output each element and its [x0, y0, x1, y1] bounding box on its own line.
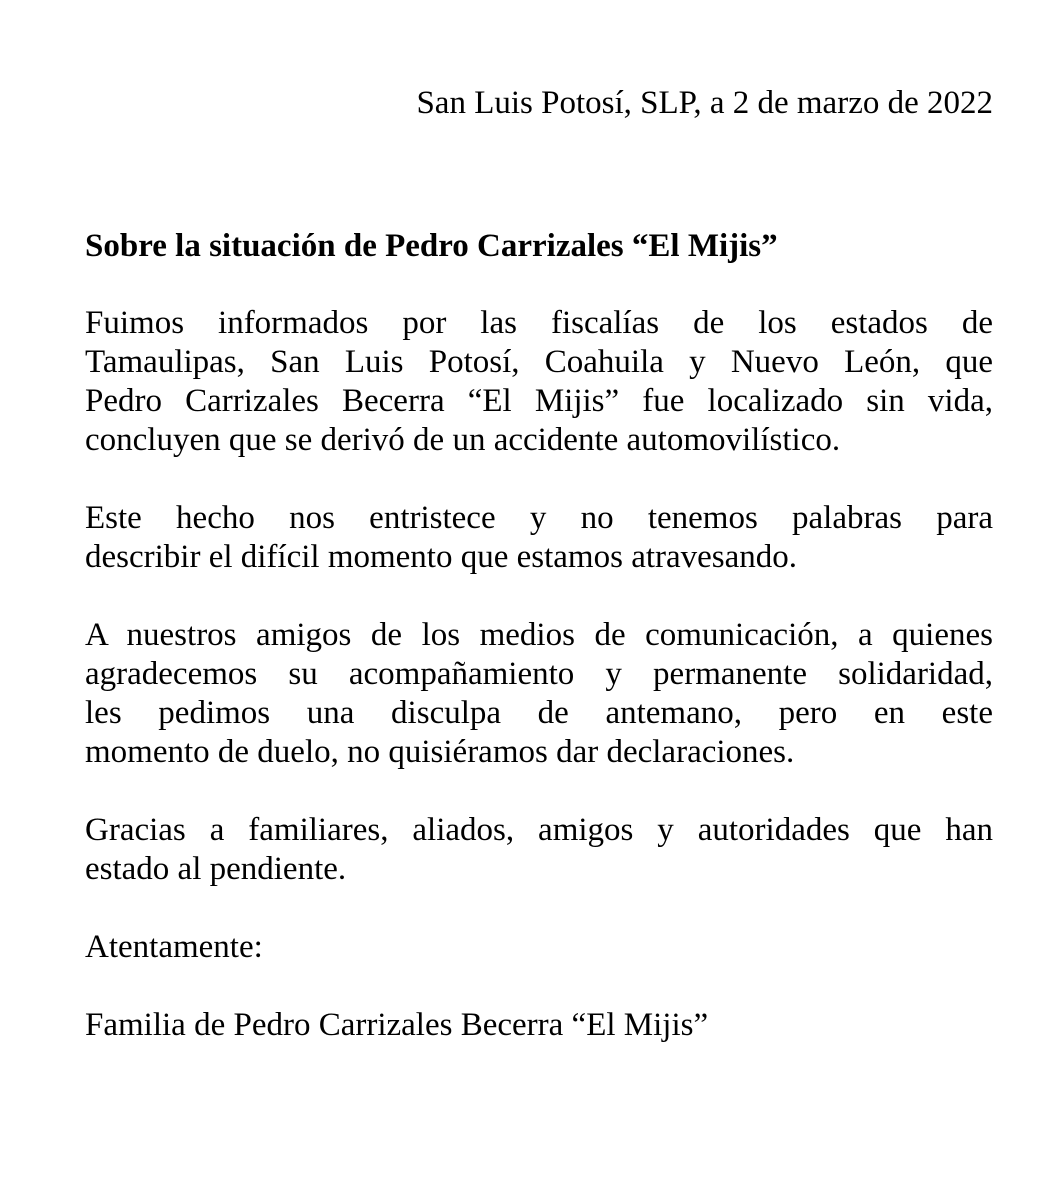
paragraph-line: estado al pendiente.: [85, 851, 347, 887]
paragraph-line: momento de duelo, no quisiéramos dar declaraciones.: [85, 734, 795, 770]
paragraph-line: les pedimos una disculpa de antemano, pero en este: [85, 695, 993, 731]
paragraph-line: Fuimos informados por las fiscalías de los estados de: [85, 305, 993, 341]
paragraph-line: Gracias a familiares, aliados, amigos y autoridades que han: [85, 812, 993, 848]
date-line: San Luis Potosí, SLP, a 2 de marzo de 2022: [416, 85, 993, 121]
closing-line: Atentamente:: [85, 929, 263, 965]
signature-line: Familia de Pedro Carrizales Becerra “El Mijis”: [85, 1007, 709, 1043]
paragraph-thanks: [85, 811, 993, 889]
paragraph-line: concluyen que se derivó de un accidente automovilístico.: [85, 422, 841, 458]
paragraph-line: A nuestros amigos de los medios de comunicación, a quienes: [85, 617, 993, 653]
paragraph-line: agradecemos su acompañamiento y permanente solidaridad,: [85, 656, 993, 692]
paragraph-grief: [85, 499, 993, 577]
paragraph-line: Tamaulipas, San Luis Potosí, Coahuila y Nuevo León, que: [85, 344, 993, 380]
paragraph-notification: [85, 304, 993, 460]
paragraph-line: describir el difícil momento que estamos atravesando.: [85, 539, 798, 575]
paragraph-media: [85, 616, 993, 772]
letter-heading: Sobre la situación de Pedro Carrizales “El Mijis”: [85, 228, 778, 264]
letter-document: [85, 84, 993, 1045]
paragraph-line: Pedro Carrizales Becerra “El Mijis” fue localizado sin vida,: [85, 383, 993, 419]
paragraph-line: Este hecho nos entristece y no tenemos palabras para: [85, 500, 993, 536]
